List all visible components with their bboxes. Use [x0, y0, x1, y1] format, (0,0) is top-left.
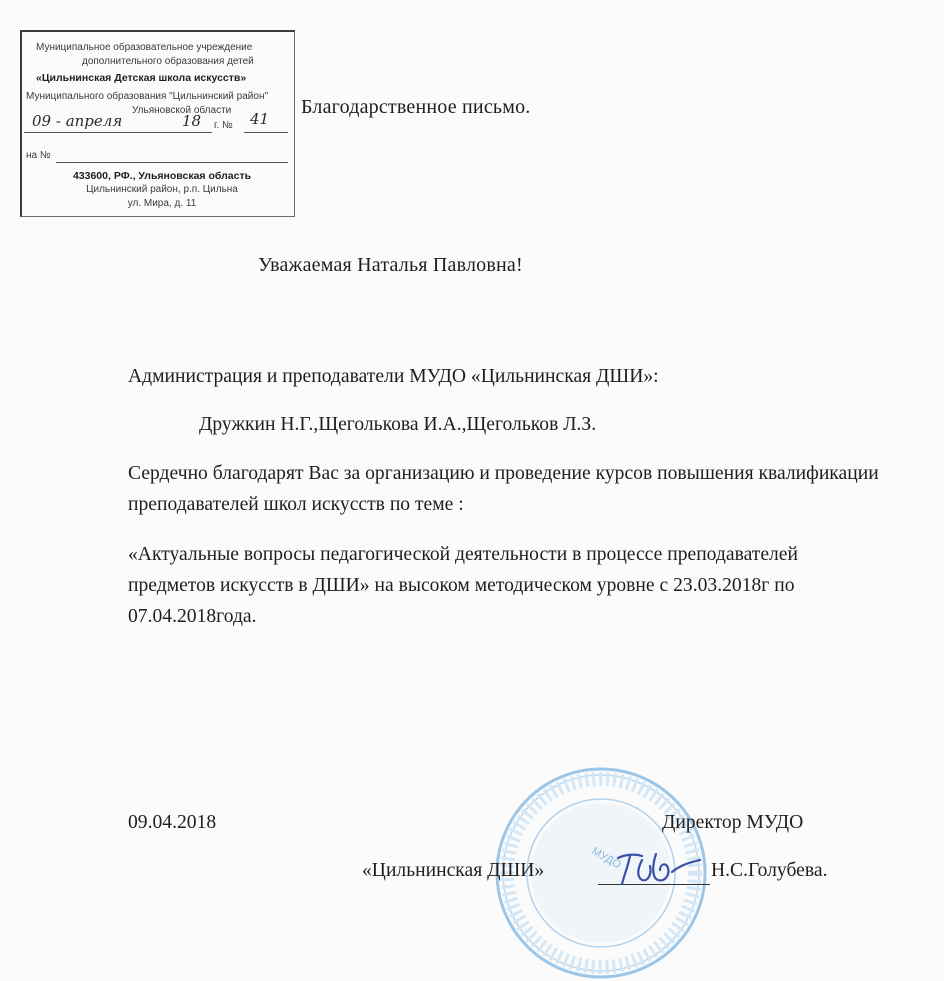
- salutation: Уважаемая Наталья Павловна!: [258, 254, 523, 276]
- handwritten-signature: [612, 846, 704, 890]
- round-stamp-label: МУДО: [589, 845, 623, 872]
- stamp-line-2: дополнительного образования детей: [82, 56, 254, 67]
- stamp-year-handwritten: 18: [182, 112, 202, 130]
- stamp-address-1: 433600, РФ., Ульяновская область: [72, 170, 252, 182]
- stamp-address-3: ул. Мира, д. 11: [127, 198, 197, 209]
- stamp-line-3: «Цильнинская Детская школа искусств»: [36, 72, 247, 84]
- footer-date: 09.04.2018: [128, 812, 217, 833]
- stamp-year-underline: [172, 132, 212, 133]
- corner-stamp: [20, 30, 295, 217]
- school-name: «Цильнинская ДШИ»: [362, 860, 545, 881]
- director-title: Директор МУДО: [662, 812, 804, 833]
- stamp-to-underline: [56, 162, 288, 163]
- stamp-address-2: Цильнинский район, р.п. Цильна: [86, 184, 238, 195]
- thanks-paragraph: Сердечно благодарят Вас за организацию и проведение курсов повышения квалификации преподавателей школ искусств по теме :: [128, 463, 879, 515]
- stamp-line-4: Муниципального образования "Цильнинский район": [26, 91, 269, 102]
- stamp-line-5: Ульяновской области: [132, 105, 232, 116]
- topic-paragraph: «Актуальные вопросы педагогической деятельности в процессе преподавателей предметов искусств в ДШИ» на высоком методическом уровне с 23.03.2018г по 07.04.2018года.: [128, 544, 798, 627]
- letter-title: Благодарственное письмо.: [301, 96, 531, 118]
- stamp-number-label: г. №: [214, 120, 233, 131]
- stamp-number-handwritten: 41: [250, 110, 270, 128]
- stamp-number-underline: [244, 132, 288, 133]
- signer-name: Н.С.Голубева.: [711, 860, 828, 881]
- stamp-to-label: на №: [26, 150, 51, 161]
- stamp-date-handwritten: 09 - апреля: [32, 112, 123, 130]
- stamp-date-underline: [24, 132, 174, 133]
- admin-line: Администрация и преподаватели МУДО «Цильнинская ДШИ»:: [128, 366, 659, 387]
- stamp-line-1: Муниципальное образовательное учреждение: [36, 42, 253, 53]
- names-line: Дружкин Н.Г.,Щеголькова И.А.,Щегольков Л.З.: [199, 414, 597, 435]
